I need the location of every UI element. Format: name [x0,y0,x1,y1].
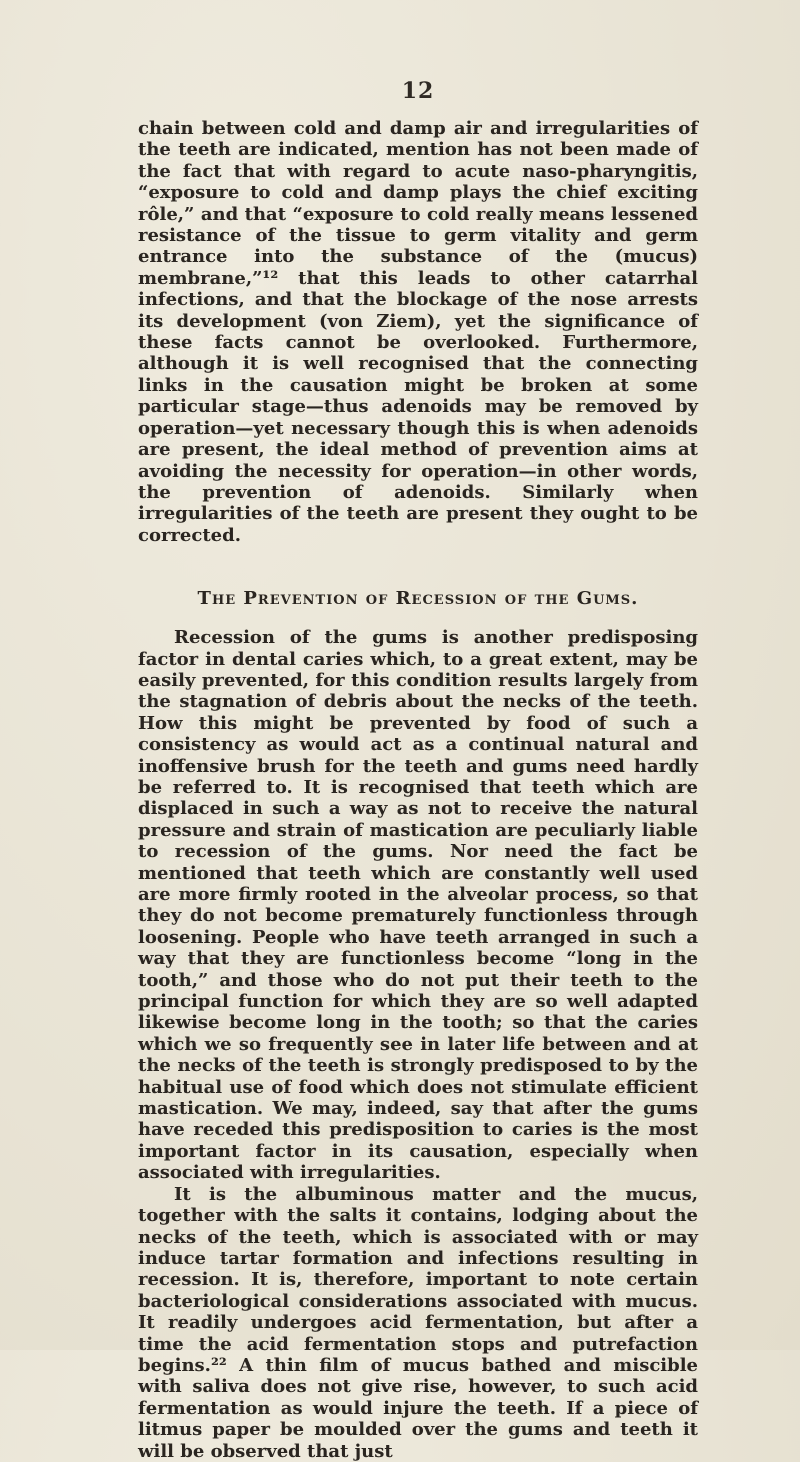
book-page [138,78,698,1462]
paragraph-continuation: chain between cold and damp air and irregularities of the teeth are indicated, mention has not been made of the fact that with regard to acute naso-pharyngitis, “exposure to cold and damp plays the chief exciting rôle,” and that “exposure to cold really means lessened resistance of the tissue to germ vitality and germ entrance into the substance of the (mucus) membrane,”¹² that this leads to other catarrhal infections, and that the blockage of the nose arrests its development (von Ziem), yet the significance of these facts cannot be overlooked. Furthermore, although it is well recognised that the connecting links in the causation might be broken at some particular stage—thus adenoids may be removed by operation—yet necessary though this is when adenoids are present, the ideal method of prevention aims at avoiding the necessity for operation—in other words, the prevention of adenoids. Similarly when irregularities of the teeth are present they ought to be corrected. [138,118,698,546]
paragraph-recession: Recession of the gums is another predisposing factor in dental caries which, to a great extent, may be easily prevented, for this condition results largely from the stagnation of debris about the necks of the teeth. How this might be prevented by food of such a consistency as would act as a continual natural and inoffensive brush for the teeth and gums need hardly be referred to. It is recognised that teeth which are displaced in such a way as not to receive the natural pressure and strain of mastication are peculiarly liable to recession of the gums. Nor need the fact be mentioned that teeth which are constantly well used are more firmly rooted in the alveolar process, so that they do not become prematurely functionless through loosening. People who have teeth arranged in such a way that they are functionless become “long in the tooth,” and those who do not put their teeth to the principal function for which they are so well adapted likewise become long in the tooth; so that the caries which we so frequently see in later life between and at the necks of the teeth is strongly predisposed to by the habitual use of food which does not stimulate efficient mastication. We may, indeed, say that after the gums have receded this predisposition to caries is the most important factor in its causation, especially when associated with irregularities. [138,627,698,1184]
paragraph-mucus: It is the albuminous matter and the mucus, together with the salts it contains, lodging about the necks of the teeth, which is associated with or may induce tartar formation and infections resulting in recession. It is, therefore, important to note certain bacteriological considerations associated with mucus. It readily undergoes acid fermentation, but after a time the acid fermentation stops and putrefaction begins.²² A thin film of mucus bathed and miscible with saliva does not give rise, however, to such acid fermentation as would injure the teeth. If a piece of litmus paper be moulded over the gums and teeth it will be observed that just [138,1183,698,1462]
section-heading: The Prevention of Recession of the Gums. [197,588,639,610]
page-number: 12 [401,78,435,104]
